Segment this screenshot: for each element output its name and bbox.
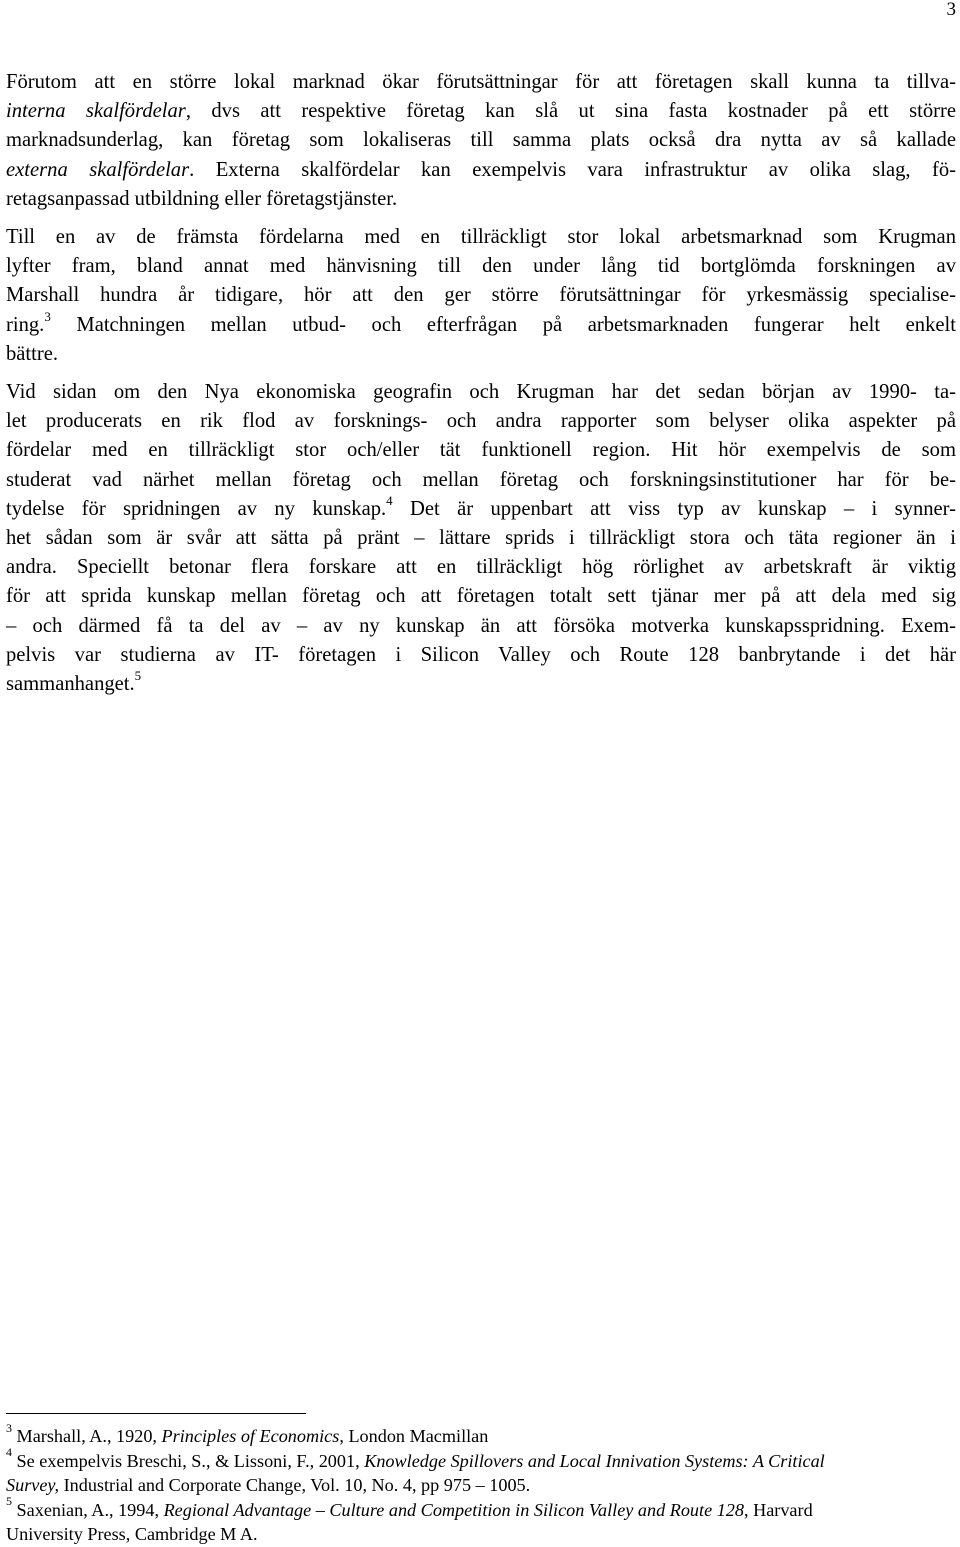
paragraph (6, 68, 956, 214)
footnote-ref: 4 (6, 1445, 12, 1460)
text-run: Marshall, A., 1920, (12, 1426, 162, 1446)
text-line (6, 97, 956, 126)
footnote (6, 1445, 956, 1498)
text-line (6, 378, 956, 407)
text-run: bättre. (6, 342, 59, 365)
text-run: andra. Speciellt betonar flera forskare att en tillräckligt hög rörlighet av arbetskraft är viktig (6, 556, 956, 579)
text-run: het sådan som är svår att sätta på pränt – lättare sprids i tillräckligt stora och täta regioner än i (6, 527, 956, 550)
footnote-ref: 5 (6, 1494, 12, 1509)
text-line (6, 252, 956, 281)
text-run: , Harvard (743, 1499, 813, 1520)
paragraph (6, 223, 956, 369)
text-run: , London Macmillan (339, 1426, 489, 1446)
text-run: interna skalfördelar (6, 100, 186, 123)
footnote-ref: 4 (386, 492, 393, 508)
page-number: 3 (946, 0, 956, 20)
text-run: – och därmed få ta del av – av ny kunskap än att försöka motverka kunskapsspridning. Exem- (6, 614, 956, 637)
text-run: Se exempelvis Breschi, S., & Lissoni, F., 2001, (12, 1450, 365, 1471)
text-line (6, 612, 956, 641)
text-run: studerat vad närhet mellan företag och mellan företag och forskningsinstitutioner har för be- (6, 468, 956, 491)
text-run: Industrial and Corporate Change, Vol. 10, No. 4, pp 975 – 1005. (59, 1475, 531, 1495)
text-line (6, 223, 956, 252)
footnote (6, 1494, 956, 1547)
text-run: Till en av de främsta fördelarna med en tillräckligt stor lokal arbetsmarknad som Krugman (6, 226, 956, 249)
text-line (6, 641, 956, 670)
text-run: externa skalfördelar (6, 158, 190, 181)
text-line (6, 436, 956, 465)
text-run: Det är uppenbart att viss typ av kunskap – i synner- (392, 497, 956, 520)
text-line (6, 582, 956, 611)
text-run: . Externa skalfördelar kan exempelvis vara infrastruktur av olika slag, fö- (189, 158, 957, 181)
text-run: tydelse för spridningen av ny kunskap. (6, 497, 387, 520)
text-line (6, 185, 956, 214)
footnote-line (6, 1494, 956, 1523)
text-run: för att sprida kunskap mellan företag och att företagen totalt sett tjänar mer på att dela med sig (6, 585, 956, 608)
text-run: Survey, (6, 1475, 60, 1495)
text-run: Vid sidan om den Nya ekonomiska geografin och Krugman har det sedan början av 1990- ta- (6, 381, 956, 404)
text-line (6, 407, 956, 436)
text-run: lyfter fram, bland annat med hänvisning till den under lång tid bortglömda forskningen av (6, 255, 956, 278)
footnote-ref: 3 (6, 1420, 12, 1435)
text-line (6, 126, 956, 155)
text-run: Principles of Economics (161, 1426, 340, 1446)
footnote-line (6, 1473, 956, 1498)
text-run: Matchningen mellan utbud- och efterfrågan på arbetsmarknaden fungerar helt enkelt (50, 313, 956, 336)
text-line (6, 68, 956, 97)
text-line (6, 466, 956, 495)
footnote-ref: 3 (44, 308, 51, 324)
footnote-ref: 5 (134, 668, 142, 684)
text-line (6, 670, 956, 699)
text-run: sammanhanget. (6, 673, 135, 696)
text-run: let producerats en rik flod av forsknings- och andra rapporter som belyser olika aspekter på (6, 410, 956, 433)
text-line (6, 308, 956, 340)
text-run: , dvs att respektive företag kan slå ut sina fasta kostnader på ett större (185, 100, 956, 123)
text-run: fördelar med en tillräckligt stor och/eller tät funktionell region. Hit hör exempelvis de som (6, 439, 956, 462)
text-run: Knowledge Spillovers and Local Innivation Systems: A Critical (364, 1450, 825, 1471)
footnote-divider (6, 1413, 306, 1414)
text-run: ring. (6, 313, 45, 336)
paragraph (6, 378, 956, 699)
body-text (6, 68, 956, 708)
text-line (6, 524, 956, 553)
footnote-line (6, 1445, 956, 1474)
footnote-line (6, 1420, 956, 1449)
text-line (6, 492, 956, 524)
text-run: retagsanpassad utbildning eller företagstjänster. (6, 187, 398, 210)
text-run: Marshall hundra år tidigare, hör att den ger större förutsättningar för yrkesmässig specialise- (6, 284, 956, 307)
text-run: Regional Advantage – Culture and Competition in Silicon Valley and Route 128 (163, 1499, 744, 1520)
text-line (6, 340, 956, 369)
text-run: marknadsunderlag, kan företag som lokaliseras till samma plats också dra nytta av så kallade (6, 129, 956, 152)
text-run: University Press, Cambridge M A. (6, 1524, 258, 1544)
text-line (6, 553, 956, 582)
text-line (6, 281, 956, 310)
text-line (6, 156, 956, 185)
text-run: Förutom att en större lokal marknad ökar förutsättningar för att företagen skall kunna ta tillva- (6, 71, 956, 93)
text-run: Saxenian, A., 1994, (12, 1499, 164, 1520)
text-run: pelvis var studierna av IT- företagen i Silicon Valley och Route 128 banbrytande i det här (6, 643, 956, 666)
footnote (6, 1420, 956, 1449)
footnote-line (6, 1522, 956, 1547)
footnotes (6, 1420, 956, 1547)
